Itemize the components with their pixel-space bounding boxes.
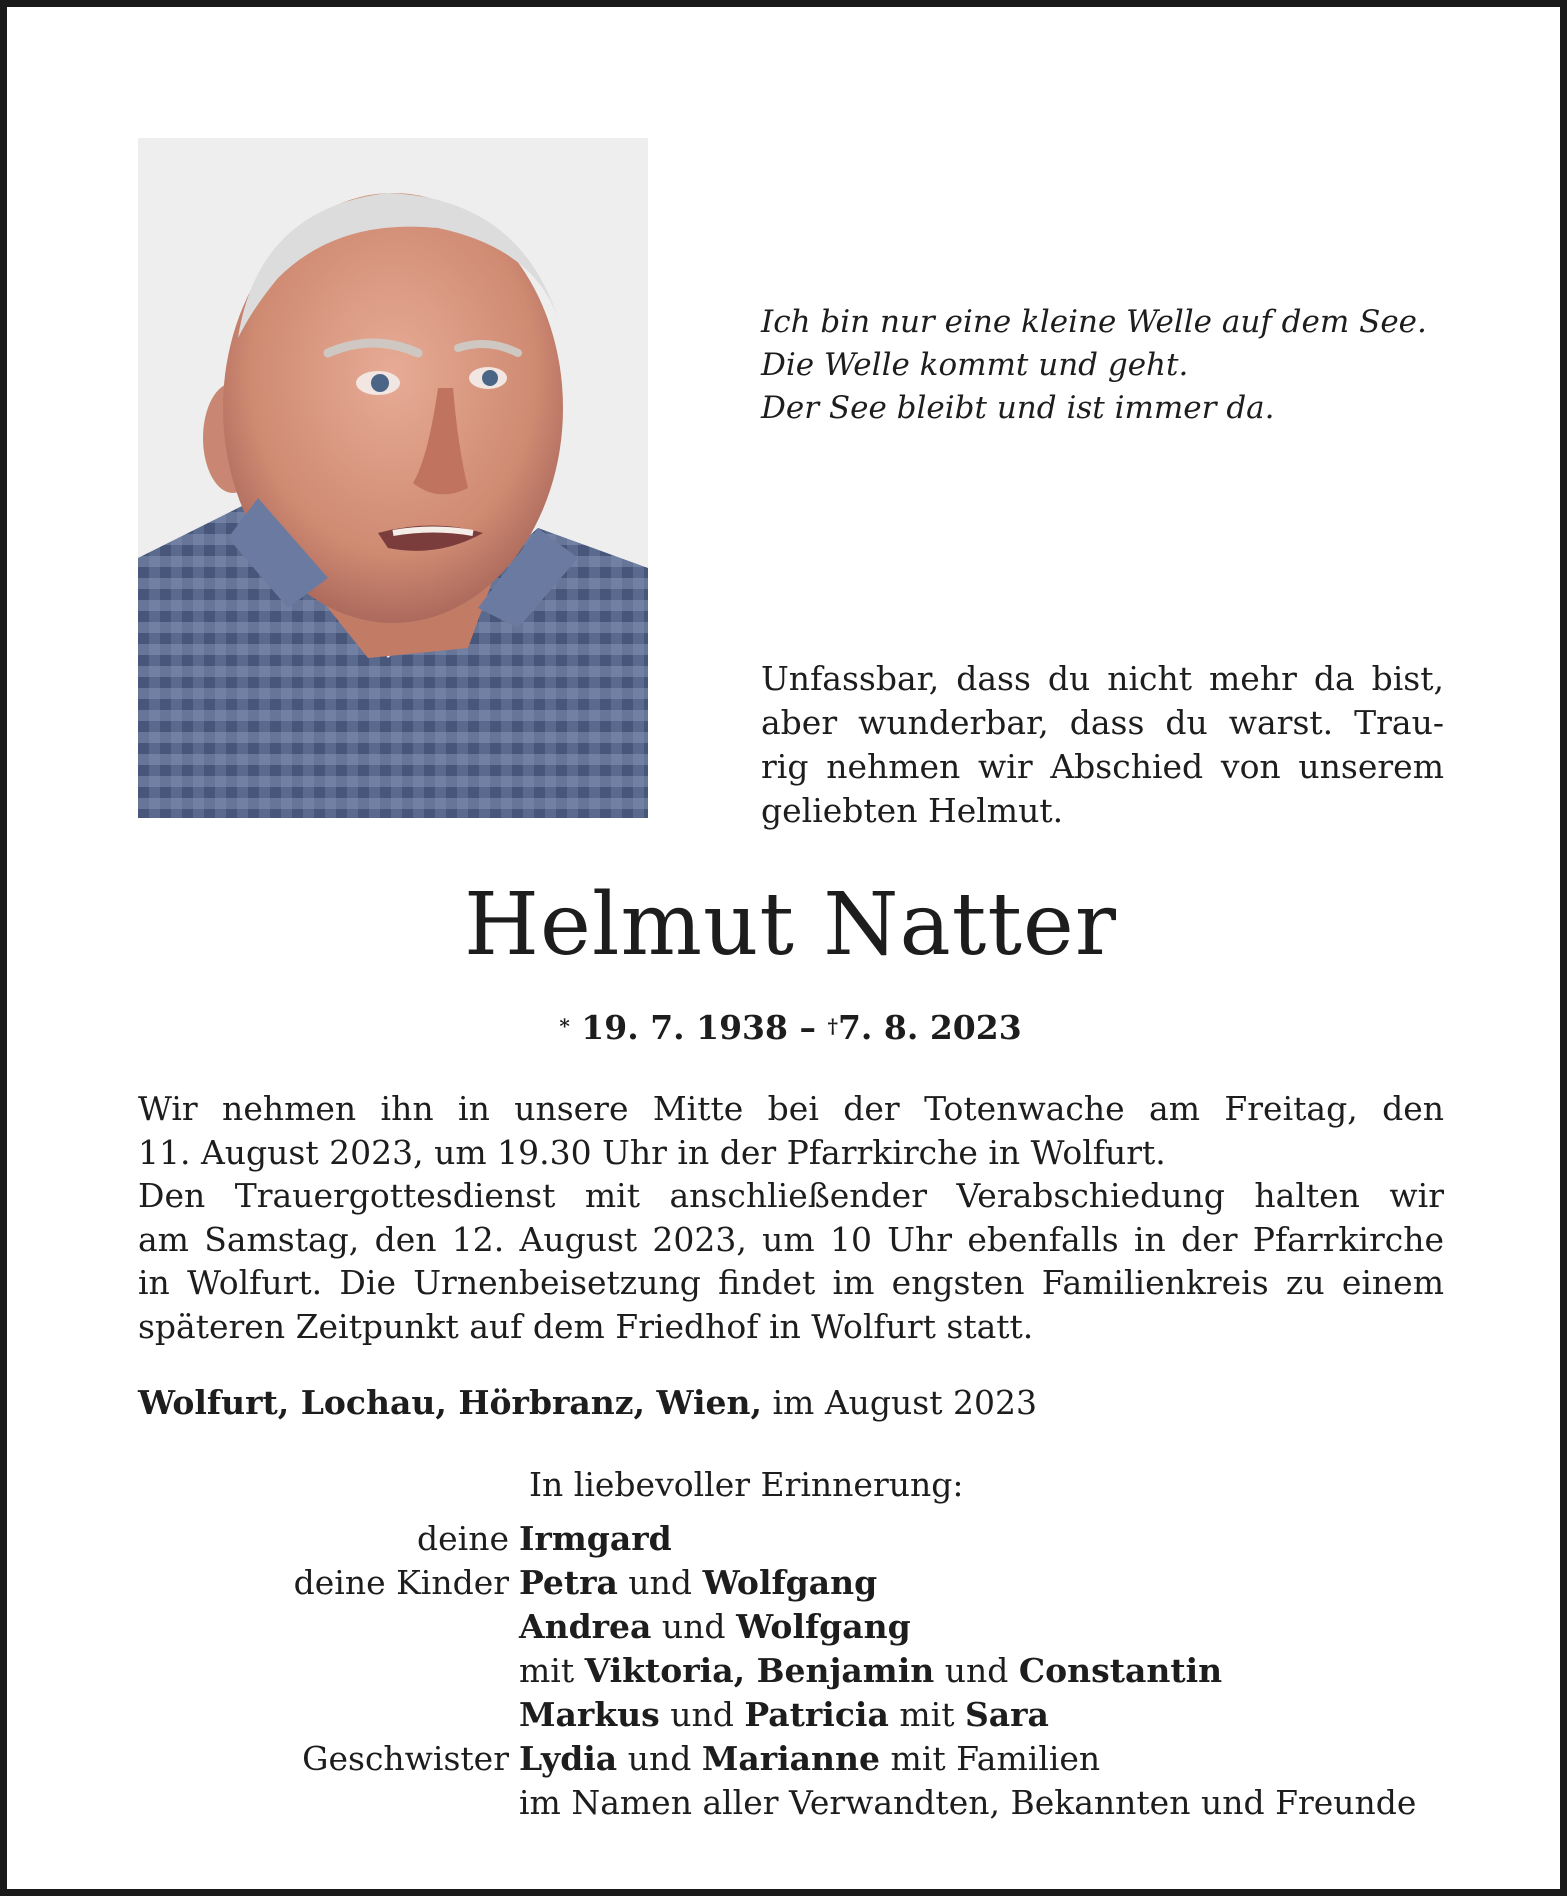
mourner-row (138, 1561, 1478, 1605)
deceased-name: Helmut Natter (464, 875, 1117, 975)
mourner-name: Sara (964, 1695, 1049, 1734)
life-dates (7, 1003, 1567, 1053)
connector-text: mit (519, 1651, 585, 1690)
mourner-names (519, 1517, 672, 1561)
mourners-list (138, 1517, 1478, 1825)
body-line: späteren Zeitpunkt auf dem Friedhof in Wolfurt statt. (138, 1306, 1034, 1346)
mourner-names (519, 1781, 1416, 1825)
place-names: Wolfurt, Lochau, Hörbranz, Wien, (138, 1383, 762, 1422)
intro-line: geliebten Helmut. (761, 791, 1064, 830)
intro-line: aber wunderbar, dass du warst. Trau- (761, 703, 1444, 742)
connector-text: und (617, 1563, 703, 1602)
mourner-name: Viktoria, Benjamin (584, 1651, 935, 1690)
mourner-name: Wolfgang (736, 1607, 911, 1646)
mourner-names (519, 1693, 1049, 1737)
mourner-name: Markus (519, 1695, 660, 1734)
mourner-name: Wolfgang (702, 1563, 878, 1602)
mourner-row (138, 1737, 1478, 1781)
quote-line: Ich bin nur eine kleine Welle auf dem See. (761, 304, 1427, 340)
mourner-names (519, 1649, 1222, 1693)
place-month: im August 2023 (772, 1383, 1037, 1422)
mourner-row (138, 1517, 1478, 1561)
connector-text: mit Familien (880, 1739, 1101, 1778)
quote-line: Die Welle kommt und geht. (761, 347, 1189, 383)
mourner-name: Patricia (744, 1695, 889, 1734)
relation-label (138, 1693, 519, 1737)
relation-label (138, 1781, 519, 1825)
connector-text: und (934, 1651, 1019, 1690)
mourner-names (519, 1561, 877, 1605)
relation-label (138, 1649, 519, 1693)
relation-label: Geschwister (302, 1739, 509, 1778)
connector-text: und (617, 1739, 702, 1778)
birth-symbol: * (559, 1014, 570, 1038)
death-date: 7. 8. 2023 (837, 1008, 1022, 1047)
mourner-name: Petra (519, 1563, 618, 1602)
birth-date: 19. 7. 1938 (581, 1008, 788, 1047)
mourner-name: Marianne (701, 1739, 881, 1778)
portrait-photo (138, 138, 648, 818)
mourner-name: Andrea (519, 1607, 652, 1646)
portrait-illustration (138, 138, 648, 818)
body-line: Wir nehmen ihn in unsere Mitte bei der Totenwache am Freitag, den (138, 1089, 1444, 1128)
poem-quote (761, 301, 1461, 430)
memory-heading: In liebevoller Erinnerung: (529, 1465, 964, 1504)
connector-text: im Namen aller Verwandten, Bekannten und Freunde (519, 1783, 1417, 1822)
connector-text: und (651, 1607, 737, 1646)
body-line: am Samstag, den 12. August 2023, um 10 Uhr ebenfalls in der Pfarrkirche (138, 1219, 1444, 1259)
mourner-name: Lydia (519, 1739, 618, 1778)
body-line: 11. August 2023, um 19.30 Uhr in der Pfarrkirche in Wolfurt. (138, 1132, 1166, 1172)
mourner-names (519, 1737, 1100, 1781)
death-symbol: † (827, 1014, 838, 1038)
intro-line: rig nehmen wir Abschied von unserem (761, 747, 1444, 786)
service-announcement (138, 1087, 1444, 1348)
place-and-date (138, 1381, 1037, 1425)
intro-line: Unfassbar, dass du nicht mehr da bist, (761, 659, 1444, 698)
mourner-name: Irmgard (519, 1519, 672, 1558)
mourner-row (138, 1781, 1478, 1825)
connector-text: und (659, 1695, 745, 1734)
body-line: in Wolfurt. Die Urnenbeisetzung findet im engsten Familienkreis zu einem (138, 1263, 1444, 1302)
date-separator: – (787, 1008, 828, 1047)
mourner-row (138, 1693, 1478, 1737)
mourner-row (138, 1649, 1478, 1693)
intro-text (761, 657, 1444, 833)
mourner-row (138, 1605, 1478, 1649)
relation-label: deine Kinder (293, 1563, 509, 1602)
mourner-name: Constantin (1018, 1651, 1223, 1690)
relation-label: deine (417, 1519, 509, 1558)
body-line: Den Trauergottesdienst mit anschließender Verabschiedung halten wir (138, 1176, 1444, 1215)
relation-label (138, 1605, 519, 1649)
mourner-names (519, 1605, 911, 1649)
quote-line: Der See bleibt und ist immer da. (761, 390, 1275, 426)
connector-text: mit (888, 1695, 965, 1734)
